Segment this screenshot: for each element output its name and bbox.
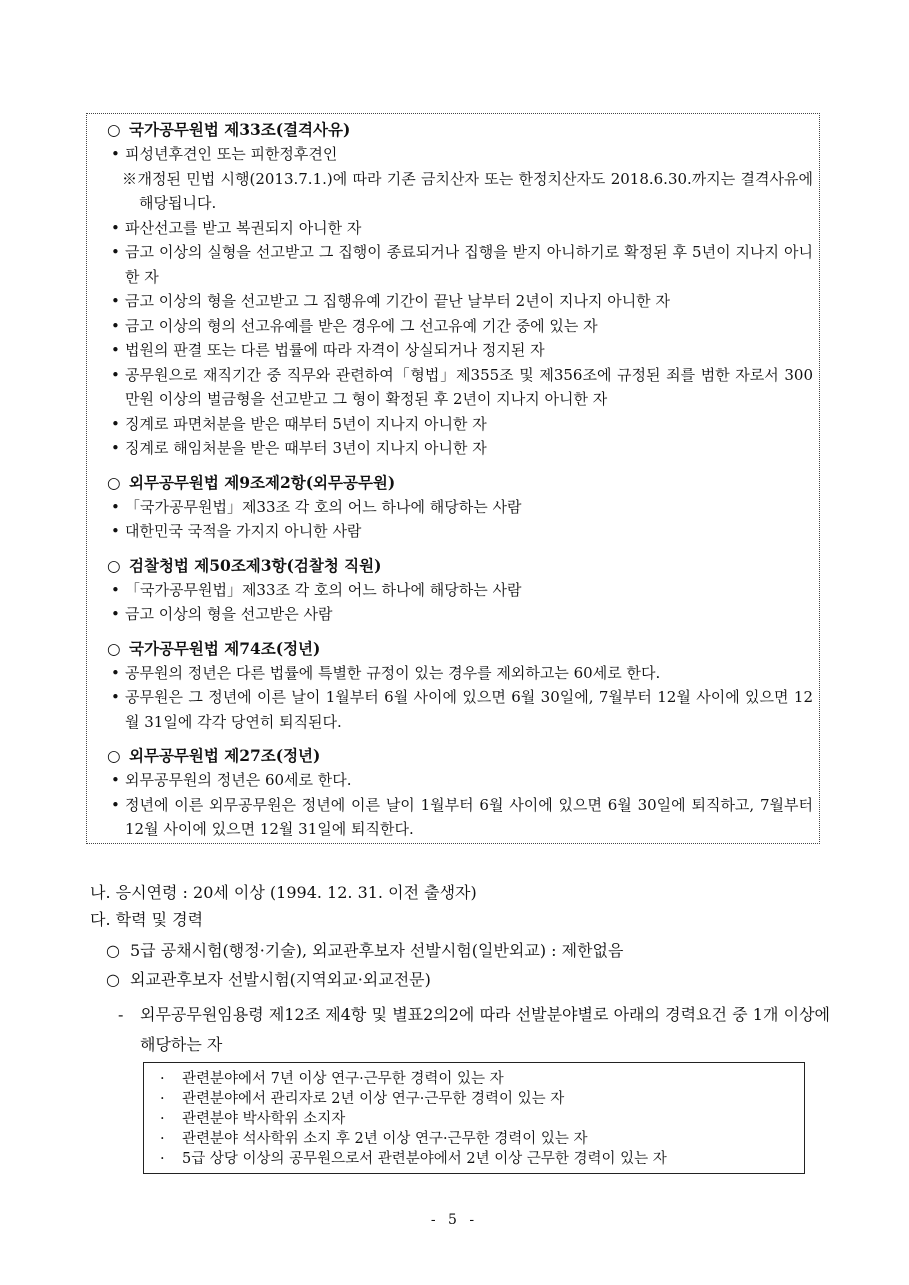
- middle-dot-icon: ·: [160, 1071, 165, 1087]
- requirement-item: [160, 1129, 804, 1149]
- bullet-icon: •: [111, 341, 120, 359]
- provision-text: 피성년후견인 또는 피한정후견인: [125, 145, 338, 163]
- bullet-icon: •: [111, 365, 120, 384]
- provision-item: [101, 289, 819, 314]
- provision-text: 공무원의 정년은 다른 법률에 특별한 규정이 있는 경우를 제외하고는 60세로 한다.: [125, 663, 661, 682]
- circle-marker: ○: [107, 472, 121, 492]
- bullet-icon: •: [111, 497, 120, 516]
- section-title-text: 외무공무원법 제9조제2항(외무공무원): [129, 472, 396, 492]
- legal-section: [101, 744, 819, 842]
- requirement-text: 관련분야에서 7년 이상 연구·근무한 경력이 있는 자: [182, 1071, 504, 1087]
- bullet-icon: •: [111, 414, 120, 433]
- bullet-icon: •: [111, 795, 120, 814]
- dash-marker: -: [118, 1005, 124, 1024]
- page-number: - 5 -: [430, 1212, 479, 1228]
- legal-section: [101, 554, 819, 627]
- provision-text: 금고 이상의 형을 선고받은 사람: [125, 605, 333, 623]
- bullet-icon: •: [111, 316, 120, 335]
- provision-text: 법원의 판결 또는 다른 법률에 따라 자격이 상실되거나 정지된 자: [125, 341, 545, 359]
- provision-text: 정년에 이른 외무공무원은 정년에 이른 날이 1월부터 6월 사이에 있으면 6월 30일에 퇴직하고, 7월부터 12월 사이에 있으면 12월 31일에 퇴직한다.: [125, 795, 813, 838]
- provision-item: [101, 602, 819, 627]
- bullet-icon: •: [111, 439, 120, 457]
- career-requirement-text: 외무공무원임용령 제12조 제4항 및 별표2의2에 따라 선발분야별로 아래의 경력요건 중 1개 이상에 해당하는 자: [140, 1005, 830, 1054]
- provision-text: 금고 이상의 형을 선고받고 그 집행유예 기간이 끝난 날부터 2년이 지나지 아니한 자: [125, 292, 670, 310]
- provision-text: 대한민국 국적을 가지지 아니한 사람: [125, 522, 362, 540]
- circle-marker: ○: [107, 638, 121, 658]
- provision-item: [101, 768, 819, 793]
- provision-text: 「국가공무원법」제33조 각 호의 어느 하나에 해당하는 사람: [125, 580, 522, 599]
- bullet-icon: •: [111, 145, 120, 163]
- education-item-1: [106, 938, 623, 964]
- section-title: [101, 744, 819, 768]
- circle-marker: ○: [107, 555, 121, 575]
- provision-text: 징계로 해임처분을 받은 때부터 3년이 지나지 아니한 자: [125, 439, 487, 457]
- provision-item: [101, 314, 819, 339]
- section-title: [101, 554, 819, 578]
- section-title-text: 외무공무원법 제27조(정년): [129, 746, 321, 765]
- provision-item: [101, 661, 819, 686]
- legal-section: [101, 471, 819, 544]
- middle-dot-icon: ·: [160, 1131, 165, 1147]
- bullet-icon: •: [111, 771, 120, 789]
- bullet-icon: •: [111, 580, 120, 599]
- middle-dot-icon: ·: [160, 1091, 165, 1107]
- age-requirement: 나. 응시연령 : 20세 이상 (1994. 12. 31. 이전 출생자): [90, 883, 477, 902]
- bullet-icon: •: [111, 663, 120, 682]
- circle-marker: ○: [107, 120, 121, 139]
- provision-text: 「국가공무원법」제33조 각 호의 어느 하나에 해당하는 사람: [125, 497, 522, 516]
- provision-note: ※개정된 민법 시행(2013.7.1.)에 따라 기존 금치산자 또는 한정치산자도 2018.6.30.까지는 결격사유에 해당됩니다.: [122, 169, 813, 212]
- provision-item: [101, 363, 819, 412]
- provision-item: [101, 436, 819, 461]
- provision-text: 징계로 파면처분을 받은 때부터 5년이 지나지 아니한 자: [125, 414, 487, 433]
- provision-item: [101, 142, 819, 167]
- provision-item: [101, 519, 819, 544]
- provision-item: [101, 338, 819, 363]
- provision-text: 금고 이상의 형의 선고유예를 받은 경우에 그 선고유예 기간 중에 있는 자: [125, 316, 598, 335]
- section-title: [101, 118, 819, 142]
- provision-text: 파산선고를 받고 복권되지 아니한 자: [125, 218, 362, 237]
- circle-marker: ○: [106, 941, 120, 960]
- requirement-item: [160, 1109, 804, 1129]
- provision-item: [101, 495, 819, 520]
- education-item-2-text: 외교관후보자 선발시험(지역외교·외교전문): [130, 970, 431, 989]
- bullet-icon: •: [111, 522, 120, 540]
- bullet-icon: •: [111, 218, 120, 237]
- section-title-text: 국가공무원법 제33조(결격사유): [129, 120, 351, 139]
- education-item-2: [106, 967, 431, 993]
- provision-item: [101, 240, 819, 289]
- provision-text: 외무공무원의 정년은 60세로 한다.: [125, 771, 352, 789]
- middle-dot-icon: ·: [160, 1151, 165, 1167]
- requirement-text: 관련분야에서 관리자로 2년 이상 연구·근무한 경력이 있는 자: [182, 1091, 565, 1107]
- middle-dot-icon: ·: [160, 1111, 165, 1127]
- requirement-text: 관련분야 박사학위 소지자: [182, 1111, 346, 1127]
- bullet-icon: •: [111, 243, 120, 261]
- legal-provisions-box: [86, 113, 820, 844]
- requirement-item: [160, 1069, 804, 1089]
- provision-text: 공무원으로 재직기간 중 직무와 관련하여「형법」제355조 및 제356조에 규정된 죄를 범한 자로서 300만원 이상의 벌금형을 선고받고 그 형이 확정된 후 2년이 지나지 아니한 자: [125, 365, 813, 408]
- section-title: [101, 637, 819, 661]
- provision-item: [101, 793, 819, 842]
- provision-text: 금고 이상의 실형을 선고받고 그 집행이 종료되거나 집행을 받지 아니하기로 확정된 후 5년이 지나지 아니한 자: [125, 243, 813, 286]
- education-item-1-text: 5급 공채시험(행정·기술), 외교관후보자 선발시험(일반외교) : 제한없음: [130, 941, 624, 960]
- career-requirements-box: [143, 1062, 805, 1174]
- section-title-text: 검찰청법 제50조제3항(검찰청 직원): [129, 555, 382, 575]
- education-heading: 다. 학력 및 경력: [90, 910, 204, 929]
- provision-item: [101, 578, 819, 603]
- bullet-icon: •: [111, 605, 120, 623]
- legal-section: [101, 637, 819, 735]
- circle-marker: ○: [106, 970, 120, 989]
- requirement-text: 관련분야 석사학위 소지 후 2년 이상 연구·근무한 경력이 있는 자: [182, 1131, 588, 1147]
- circle-marker: ○: [107, 746, 121, 765]
- bullet-icon: •: [111, 688, 120, 706]
- career-requirement-note: [118, 1000, 830, 1060]
- legal-section: [101, 118, 819, 461]
- provision-text: 공무원은 그 정년에 이른 날이 1월부터 6월 사이에 있으면 6월 30일에, 7월부터 12월 사이에 있으면 12월 31일에 각각 당연히 퇴직된다.: [125, 688, 813, 731]
- section-title-text: 국가공무원법 제74조(정년): [129, 638, 321, 658]
- requirement-item: [160, 1089, 804, 1109]
- provision-item: [101, 412, 819, 437]
- requirement-text: 5급 상당 이상의 공무원으로서 관련분야에서 2년 이상 근무한 경력이 있는 자: [182, 1151, 667, 1167]
- provision-item: [101, 216, 819, 241]
- requirement-item: [160, 1149, 804, 1169]
- section-title: [101, 471, 819, 495]
- provision-item: [101, 685, 819, 734]
- bullet-icon: •: [111, 292, 120, 310]
